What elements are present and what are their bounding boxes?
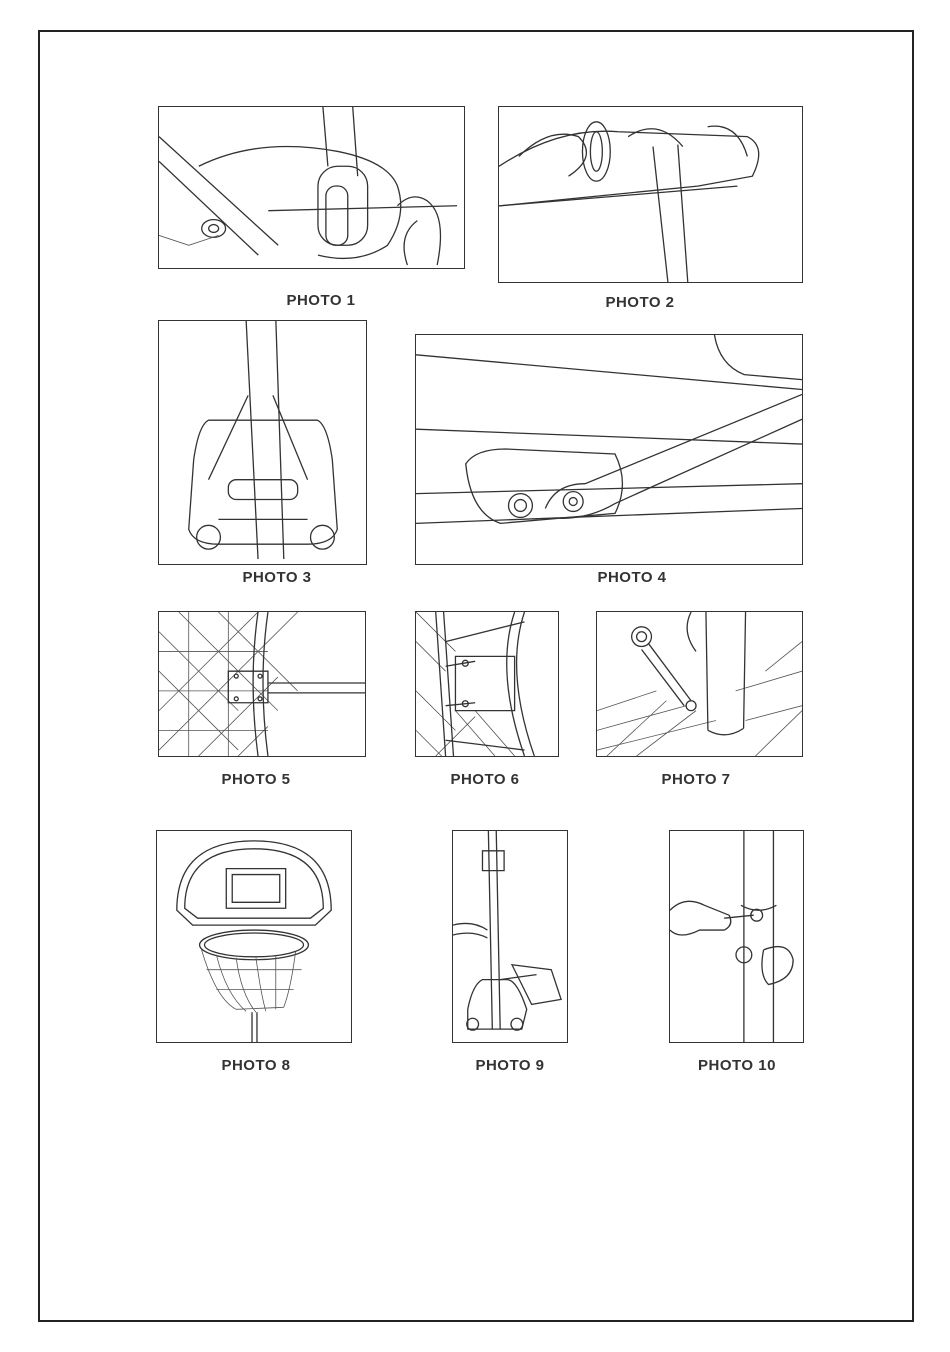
- photo-1-caption: PHOTO 1: [286, 292, 356, 309]
- photo-9-illustration: [452, 830, 568, 1043]
- photo-6-caption: PHOTO 6: [450, 771, 520, 788]
- photo-10-caption: PHOTO 10: [698, 1057, 776, 1074]
- photo-2-caption: PHOTO 2: [605, 294, 675, 311]
- photo-8-caption: PHOTO 8: [221, 1057, 291, 1074]
- photo-5-illustration: [158, 611, 366, 757]
- photo-1-illustration: [158, 106, 465, 269]
- photo-7-caption: PHOTO 7: [661, 771, 731, 788]
- photo-10-illustration: [669, 830, 804, 1043]
- photo-6-illustration: [415, 611, 559, 757]
- photo-9-caption: PHOTO 9: [475, 1057, 545, 1074]
- photo-4-caption: PHOTO 4: [597, 569, 667, 586]
- photo-3-illustration: [158, 320, 367, 565]
- photo-8-illustration: [156, 830, 352, 1043]
- photo-5-caption: PHOTO 5: [221, 771, 291, 788]
- photo-2-illustration: [498, 106, 803, 283]
- photo-7-illustration: [596, 611, 803, 757]
- photo-4-illustration: [415, 334, 803, 565]
- photo-3-caption: PHOTO 3: [242, 569, 312, 586]
